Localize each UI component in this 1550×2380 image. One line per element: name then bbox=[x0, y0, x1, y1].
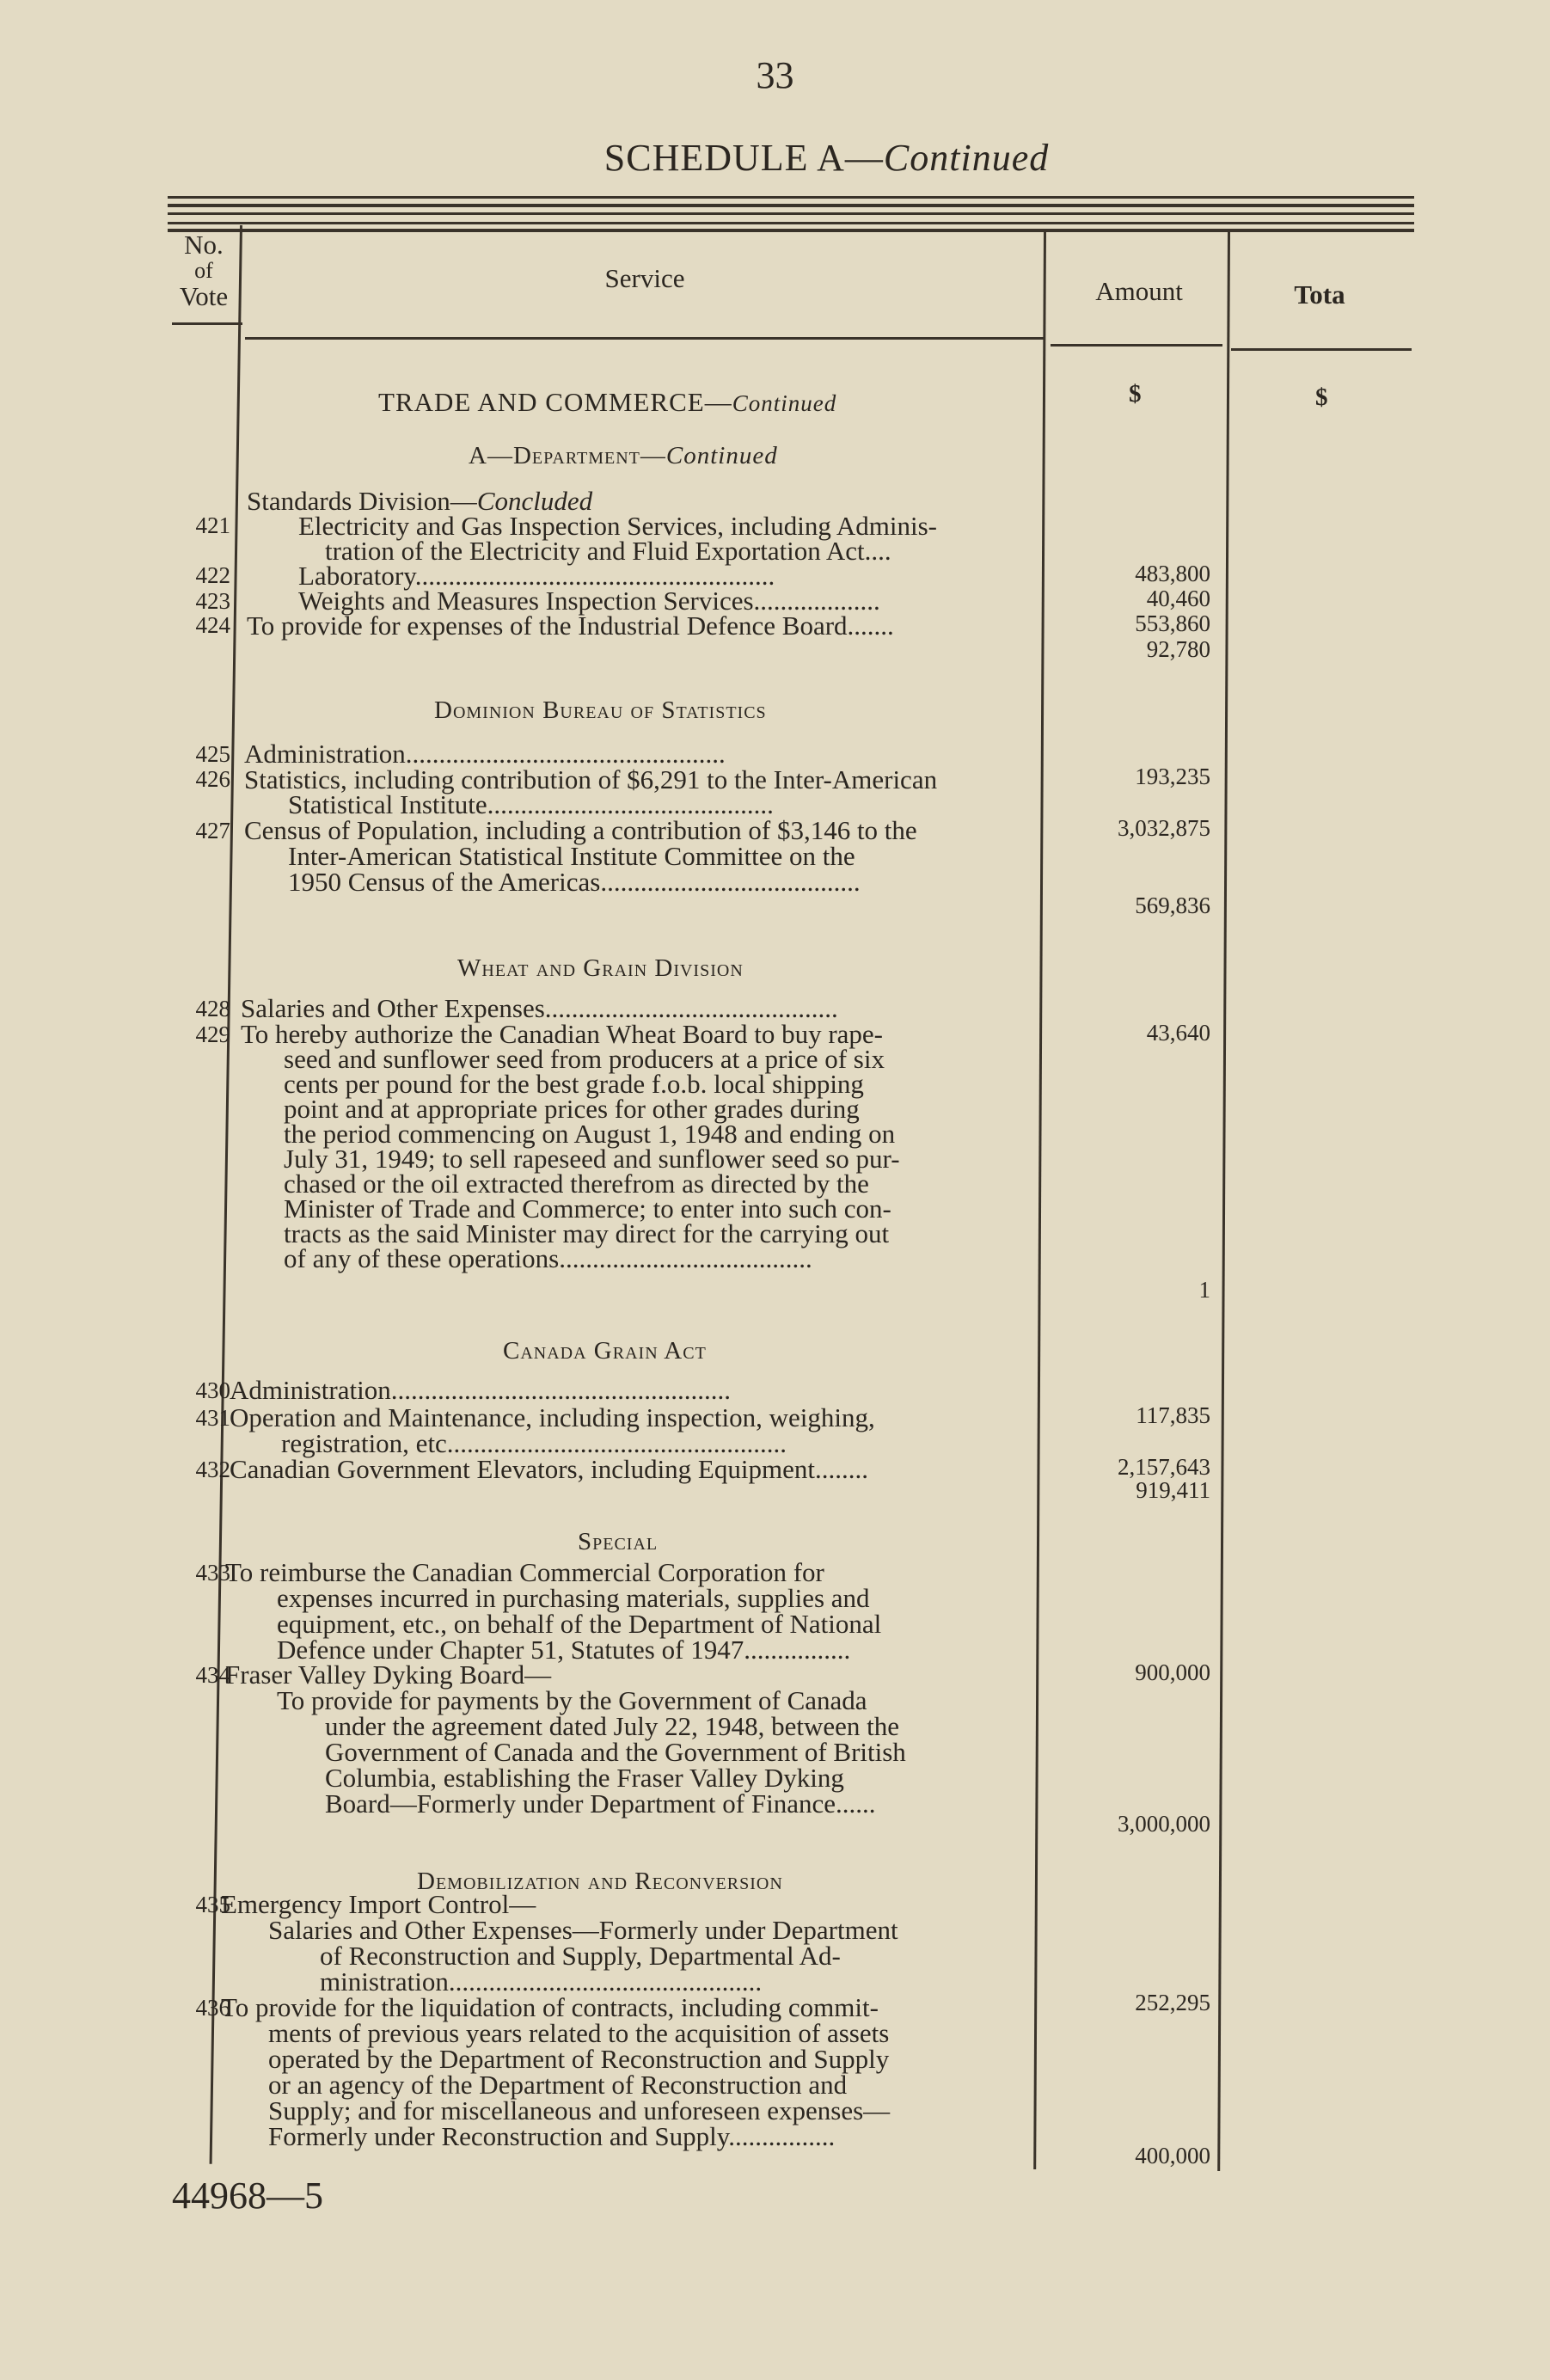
section-demobilization-and-reconversion: Demobilization and Reconversion bbox=[417, 1868, 783, 1895]
amount-value: 193,235 bbox=[1135, 764, 1210, 789]
vote-number: 428 bbox=[195, 996, 230, 1021]
section-trade-continued: Continued bbox=[732, 390, 837, 416]
service-line: To hereby authorize the Canadian Wheat Board to buy rape- bbox=[241, 1019, 883, 1049]
service-line: Statistics, including contribution of $6,291 to the Inter-American bbox=[244, 764, 938, 794]
section-trade-and-commerce bbox=[378, 387, 836, 418]
header-bottom-rule-vote bbox=[172, 322, 242, 325]
top-rule-3 bbox=[168, 212, 1414, 215]
section-canada-grain-act: Canada Grain Act bbox=[503, 1337, 707, 1365]
service-line: the period commencing on August 1, 1948 and ending on bbox=[284, 1119, 896, 1149]
page-footer-code: 44968—5 bbox=[172, 2175, 323, 2217]
vote-number: 426 bbox=[195, 766, 230, 792]
standards-division-heading bbox=[247, 486, 593, 516]
vote-number: 423 bbox=[195, 588, 230, 614]
total-currency: $ bbox=[1315, 383, 1328, 411]
vote-number: 421 bbox=[195, 512, 230, 538]
section-wheat-and-grain-division: Wheat and Grain Division bbox=[457, 954, 744, 982]
service-line: ministration............................................... bbox=[320, 1966, 763, 1997]
header-bottom-rule-total bbox=[1231, 348, 1412, 351]
service-line: Administration................................................... bbox=[230, 1375, 731, 1405]
service-line: Inter-American Statistical Institute Committee on the bbox=[288, 841, 855, 871]
vote-number: 433 bbox=[195, 1560, 230, 1586]
amount-value: 92,780 bbox=[1146, 636, 1210, 662]
service-line: Minister of Trade and Commerce; to enter into such con- bbox=[284, 1193, 891, 1224]
section-department-continued: Continued bbox=[665, 442, 778, 469]
service-line: To provide for expenses of the Industrial Defence Board....... bbox=[247, 610, 894, 641]
header-total: Tota bbox=[1294, 279, 1345, 310]
schedule-title-text: SCHEDULE A— bbox=[603, 137, 884, 179]
amount-value: 483,800 bbox=[1135, 561, 1210, 586]
vote-number: 430 bbox=[195, 1377, 230, 1403]
service-line: Operation and Maintenance, including inspection, weighing, bbox=[230, 1402, 875, 1432]
vote-number: 434 bbox=[195, 1662, 230, 1688]
service-line: expenses incurred in purchasing materials, supplies and bbox=[277, 1583, 870, 1613]
service-line: To provide for the liquidation of contracts, including commit- bbox=[221, 1992, 879, 2022]
header-vote-vote: Vote bbox=[179, 281, 229, 311]
amount-value: 400,000 bbox=[1135, 2143, 1210, 2168]
service-line: Laboratory...................................................... bbox=[298, 561, 775, 591]
service-line: Formerly under Reconstruction and Supply................ bbox=[268, 2121, 836, 2151]
service-line: operated by the Department of Reconstruction and Supply bbox=[268, 2044, 890, 2074]
header-vote-of: of bbox=[194, 258, 213, 283]
service-line: under the agreement dated July 22, 1948, between the bbox=[325, 1711, 899, 1741]
page-number: 33 bbox=[756, 54, 794, 96]
vote-number: 425 bbox=[195, 741, 230, 767]
header-amount: Amount bbox=[1095, 276, 1183, 306]
service-line: July 31, 1949; to sell rapeseed and sunflower seed so pur- bbox=[284, 1144, 900, 1174]
header-service: Service bbox=[604, 263, 685, 293]
service-line: cents per pound for the best grade f.o.b. local shipping bbox=[284, 1069, 864, 1099]
amount-value: 919,411 bbox=[1136, 1477, 1210, 1503]
service-line: seed and sunflower seed from producers at a price of six bbox=[284, 1044, 885, 1074]
service-line: 1950 Census of the Americas....................................... bbox=[288, 867, 861, 897]
service-line: Fraser Valley Dyking Board— bbox=[225, 1659, 552, 1690]
amount-value: 569,836 bbox=[1135, 892, 1210, 918]
vote-number: 429 bbox=[195, 1021, 230, 1047]
section-dominion-bureau-of-statistics: Dominion Bureau of Statistics bbox=[434, 696, 767, 724]
service-line: To provide for payments by the Government of Canada bbox=[277, 1685, 867, 1715]
header-vote-no: No. bbox=[184, 230, 224, 260]
service-line: or an agency of the Department of Reconstruction and bbox=[268, 2070, 848, 2100]
schedule-title-continued: Continued bbox=[883, 137, 1050, 179]
amount-value: 40,460 bbox=[1146, 586, 1210, 611]
service-line: Statistical Institute........................................... bbox=[288, 789, 774, 819]
amount-currency: $ bbox=[1129, 380, 1142, 408]
service-line: tracts as the said Minister may direct for the carrying out bbox=[284, 1218, 890, 1248]
service-line: tration of the Electricity and Fluid Exportation Act.... bbox=[325, 536, 891, 566]
top-rule-1 bbox=[168, 196, 1414, 199]
amount-value: 3,000,000 bbox=[1118, 1811, 1210, 1837]
service-line: Columbia, establishing the Fraser Valley Dyking bbox=[325, 1763, 844, 1793]
service-line: Government of Canada and the Government of British bbox=[325, 1737, 906, 1767]
amount-value: 1 bbox=[1198, 1277, 1210, 1303]
service-line: To reimburse the Canadian Commercial Corporation for bbox=[225, 1557, 824, 1587]
service-line: Board—Formerly under Department of Finance...... bbox=[325, 1788, 876, 1819]
section-department-text: A—Department— bbox=[469, 442, 666, 469]
service-line: of any of these operations...................................... bbox=[284, 1243, 812, 1273]
top-rule-2 bbox=[168, 204, 1414, 207]
col-divider-amount bbox=[1033, 230, 1046, 2169]
service-line: Emergency Import Control— bbox=[221, 1889, 536, 1919]
header-bottom-rule bbox=[245, 337, 1045, 340]
service-line: Census of Population, including a contribution of $3,146 to the bbox=[244, 815, 917, 845]
amount-value: 117,835 bbox=[1136, 1402, 1210, 1428]
service-line: Supply; and for miscellaneous and unforeseen expenses— bbox=[268, 2095, 891, 2125]
service-line: Salaries and Other Expenses............................................ bbox=[241, 993, 838, 1023]
vote-number: 422 bbox=[195, 562, 230, 588]
col-divider-total bbox=[1217, 232, 1230, 2171]
vote-number: 435 bbox=[195, 1892, 230, 1917]
section-trade-text: TRADE AND COMMERCE— bbox=[378, 387, 732, 417]
vote-number: 436 bbox=[195, 1995, 230, 2021]
section-special: Special bbox=[578, 1528, 659, 1555]
amount-value: 3,032,875 bbox=[1118, 815, 1210, 841]
amount-value: 43,640 bbox=[1146, 1020, 1210, 1046]
service-line: of Reconstruction and Supply, Departmental Ad- bbox=[320, 1941, 841, 1971]
vote-number: 424 bbox=[195, 612, 230, 638]
service-line: registration, etc................................................... bbox=[281, 1428, 787, 1458]
standards-division-concluded: Concluded bbox=[476, 486, 593, 516]
service-line: Defence under Chapter 51, Statutes of 1947................ bbox=[277, 1635, 851, 1665]
service-line: Salaries and Other Expenses—Formerly under Department bbox=[268, 1915, 898, 1945]
service-line: ments of previous years related to the acquisition of assets bbox=[268, 2018, 890, 2048]
header-vote bbox=[165, 230, 242, 311]
vote-number: 432 bbox=[195, 1457, 230, 1482]
service-line: Canadian Government Elevators, including Equipment........ bbox=[230, 1454, 868, 1484]
vote-number: 427 bbox=[195, 818, 230, 843]
service-line: equipment, etc., on behalf of the Department of National bbox=[277, 1609, 882, 1639]
amount-value: 553,860 bbox=[1135, 610, 1210, 636]
schedule-title bbox=[0, 136, 1550, 180]
service-line: Electricity and Gas Inspection Services, including Adminis- bbox=[298, 511, 937, 541]
service-line: point and at appropriate prices for other grades during bbox=[284, 1094, 860, 1124]
amount-value: 252,295 bbox=[1135, 1990, 1210, 2015]
service-line: Weights and Measures Inspection Services................... bbox=[298, 586, 880, 616]
section-department bbox=[469, 442, 778, 470]
amount-value: 2,157,643 bbox=[1118, 1454, 1210, 1480]
service-line: Administration................................................ bbox=[244, 739, 726, 769]
standards-division-text: Standards Division— bbox=[247, 486, 477, 516]
amount-value: 900,000 bbox=[1135, 1659, 1210, 1685]
vote-number: 431 bbox=[195, 1405, 230, 1431]
service-line: chased or the oil extracted therefrom as directed by the bbox=[284, 1169, 869, 1199]
header-bottom-rule-amount bbox=[1051, 344, 1222, 347]
top-rule-4 bbox=[168, 222, 1414, 224]
